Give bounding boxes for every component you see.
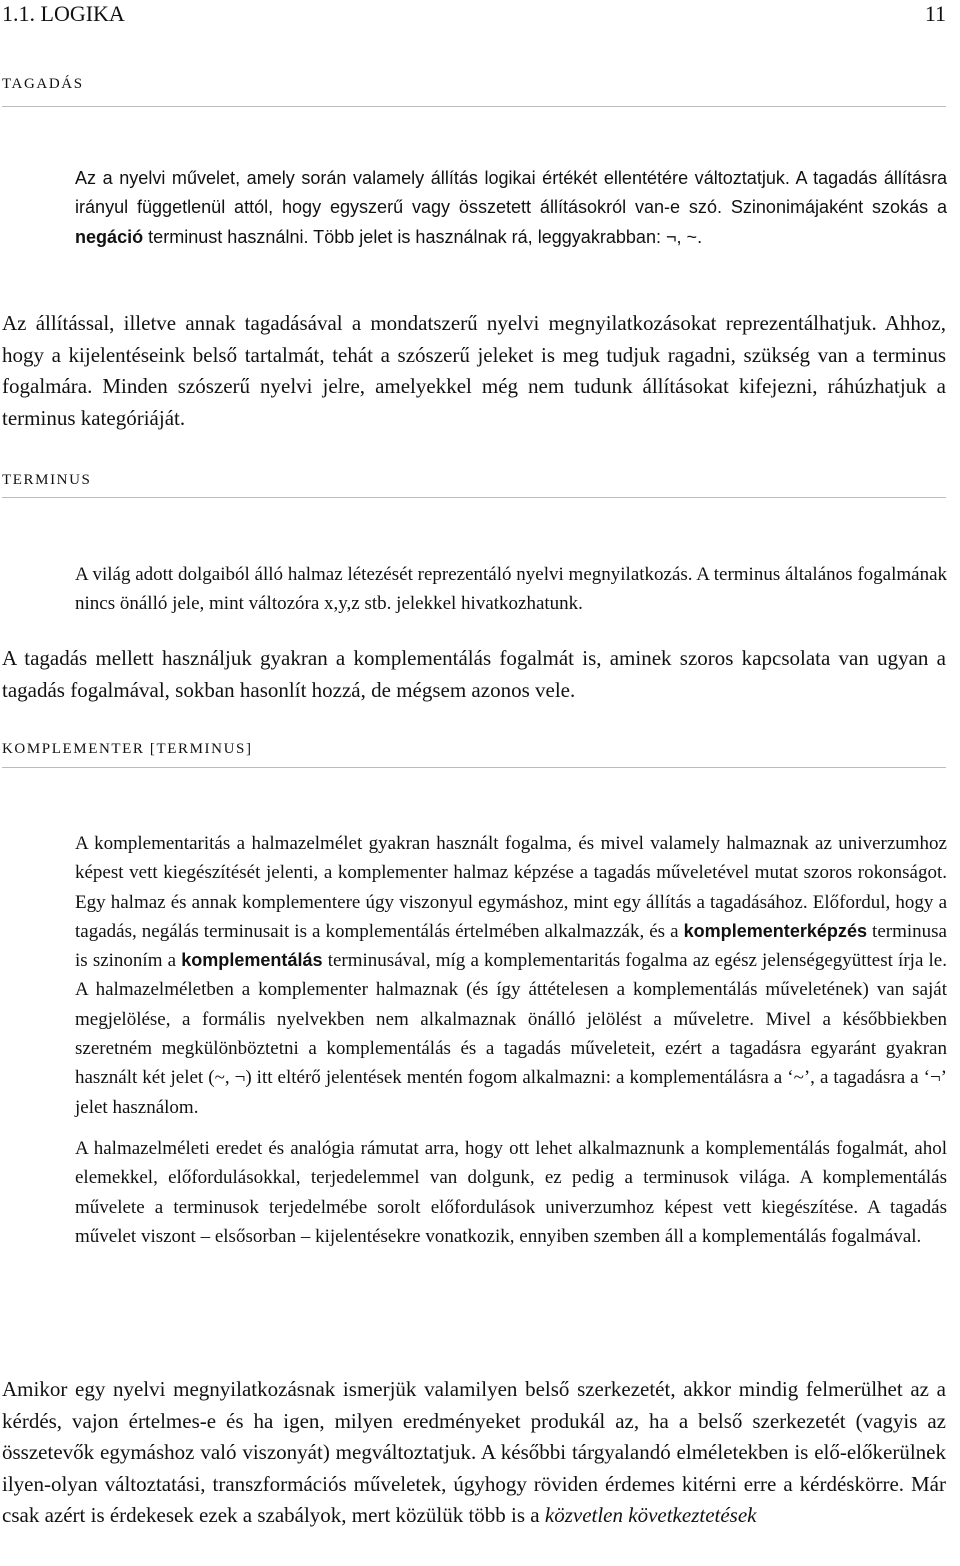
- paragraph: A tagadás mellett használjuk gyakran a komplementálás fogalmát is, aminek szoros kapcsolata van ugyan a tagadás fogalmával, sokban hasonlít hozzá, de mégsem azonos vele.: [2, 646, 946, 702]
- paragraph: A komplementaritás a halmazelmélet gyakran használt fogalma, és mivel valamely halmaznak az univerzumhoz képest vett kiegészítését jelenti, a komplementer halmaz képzése a tagadás műveletével mutat szoros rokonságot. Egy halmaz és annak komplementere úgy viszonyul egymáshoz, mint egy állítás a tagadásához. Előfordul, hogy a tagadás, negálás terminusait is a komplementálás értelmében alkalmazzák, és a komplementerképzés terminusa is szinoním a komplementálás terminusával, míg a komplementaritás fogalma az egész jelenségegyüttest írja le. A halmazelméletben a komplementer halmaznak (és így áttételesen a komplementálás műveletének) van saját megjelölése, a formális nyelvekben nem alkalmaznak önálló jelölést a műveletre. Mivel a későbbiekben szeretném megkülönböztetni a komplementálás és a tagadás műveleteit, ezért a tagadásra egyaránt gyakran használt két jelet (~, ¬) itt eltérő jelentések mentén fogom alkalmazni: a komplementálásra a ‘~’, a tagadásra a ‘¬’ jelet használom.: [75, 833, 947, 1118]
- term-negacio: negáció: [75, 226, 144, 247]
- paragraph: Az a nyelvi művelet, amely során valamely állítás logikai értékét ellentétére változtatjuk. A tagadás állításra irányul függetlenül attól, hogy egyszerű vagy összetett állításokról van-e szó. Szinonimájaként szokás a negáció terminust használni. Több jelet is használnak rá, leggyakrabban: ¬, ~.: [75, 168, 947, 247]
- definition-body-tagadas: [75, 164, 947, 252]
- term-komplementalas: komplementálás: [181, 950, 323, 971]
- paragraph: Amikor egy nyelvi megnyilatkozásnak ismerjük valamilyen belső szerkezetét, akkor mindig felmerülhet az a kérdés, vajon értelmes-e és ha igen, milyen eredményeket produkál az, ha a belső szerkezetét (vagyis az összetevők egymáshoz való viszonyát) megváltoztatjuk. A későbbi tárgyalandó elméletekben is elő-előkerülnek ilyen-olyan változtatási, transzformációs műveletek, úgyhogy röviden érdemes kitérni erre a kérdéskörre. Már csak azért is érdekesek ezek a szabályok, mert közülük több is a közvetlen következtetések: [2, 1377, 946, 1527]
- paragraph: A halmazelméleti eredet és analógia rámutat arra, hogy ott lehet alkalmaznunk a komplementálás fogalmát, ahol elemekkel, előfordulásokkal, terjedelemmel van dolgunk, ez pedig a terminusok világa. A komplementálás művelete a terminusok terjedelmébe sorolt előfordulások univerzumhoz képest vett kiegészítése. A tagadás művelet viszont – elsősorban – kijelentésekre vonatkozik, ennyiben szemben áll a komplementálás fogalmával.: [75, 1137, 947, 1247]
- page-number: 11: [924, 1, 946, 26]
- definition-rule: [2, 497, 946, 498]
- definition-heading-terminus: TERMINUS: [2, 472, 92, 488]
- term-komplementerkepzes: komplementerképzés: [683, 920, 868, 941]
- body-paragraph-2: [2, 643, 946, 706]
- term-kozvetlen-kovetkeztetesek: közvetlen következtetések: [544, 1503, 757, 1527]
- definition-heading-tagadas: TAGADÁS: [2, 76, 84, 92]
- definition-body-terminus: [75, 560, 947, 619]
- definition-body-komplementer: [75, 829, 947, 1251]
- definition-rule: [2, 106, 946, 107]
- body-paragraph-3: [2, 1374, 946, 1532]
- definition-heading-komplementer: KOMPLEMENTER [TERMINUS]: [2, 741, 253, 757]
- section-title: 1.1. LOGIKA: [2, 1, 125, 26]
- paragraph: Az állítással, illetve annak tagadásával a mondatszerű nyelvi megnyilatkozásokat reprezentálhatjuk. Ahhoz, hogy a kijelentéseink belső tartalmát, tehát a szószerű jeleket is meg tudjuk ragadni, szükség van a terminus fogalmára. Minden szószerű nyelvi jelre, amelyekkel még nem tudunk állításokat kifejezni, ráhúzhatjuk a terminus kategóriáját.: [2, 311, 946, 430]
- body-paragraph-1: [2, 308, 946, 434]
- page-header: [0, 0, 946, 30]
- definition-rule: [2, 767, 946, 768]
- paragraph: A világ adott dolgaiból álló halmaz létezését reprezentáló nyelvi megnyilatkozás. A terminus általános fogalmának nincs önálló jele, mint változóra x,y,z stb. jelekkel hivatkozhatunk.: [75, 564, 947, 615]
